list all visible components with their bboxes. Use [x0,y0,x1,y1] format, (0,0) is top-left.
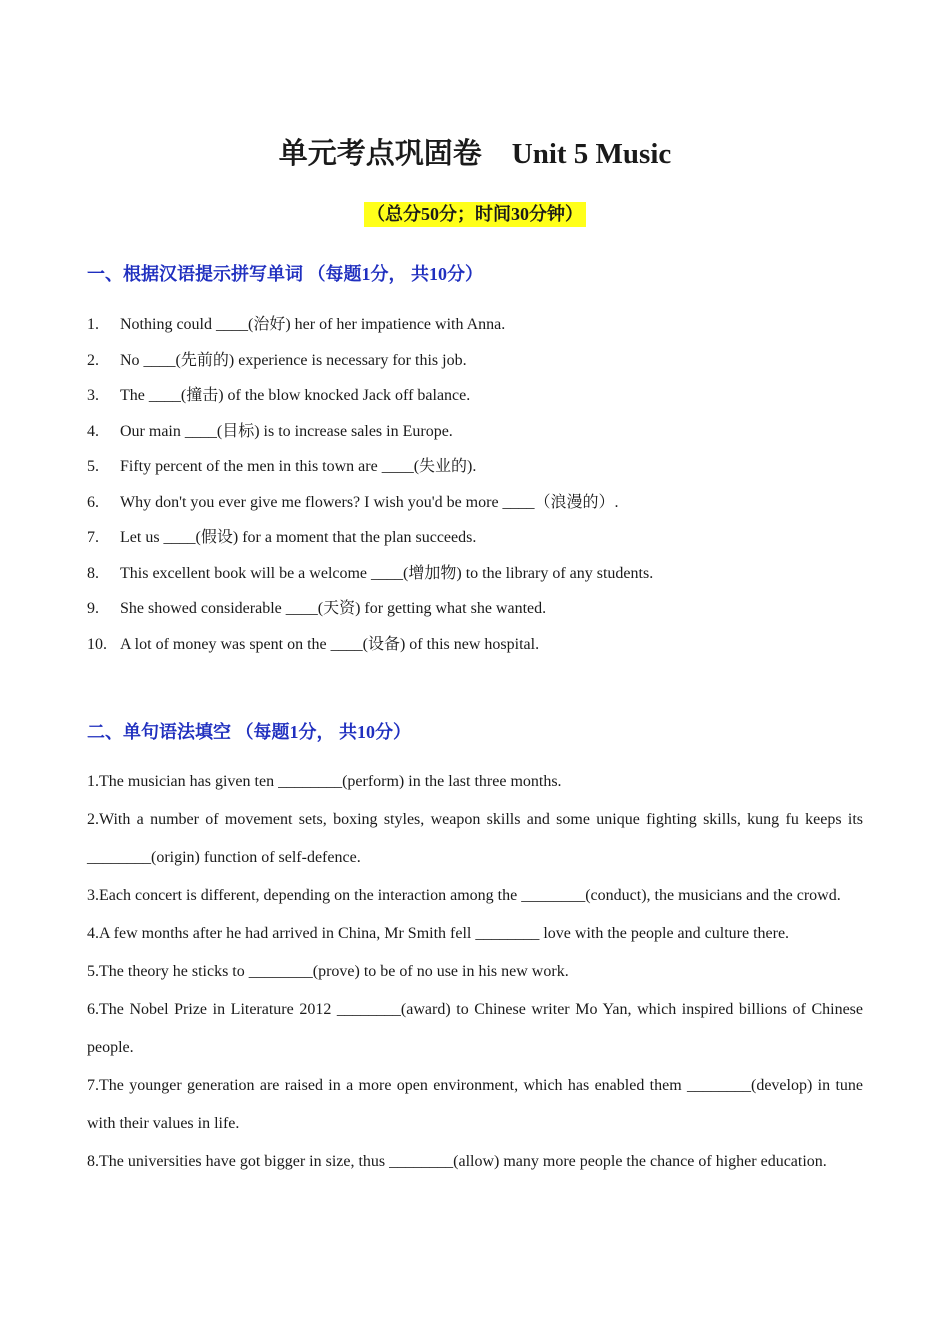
question-text: The ____(撞击) of the blow knocked Jack off balance. [120,387,471,404]
question-number: 4. [87,422,99,440]
section-2-heading: 二、单句语法填空 （每题1分， 共10分） [87,722,411,742]
grammar-item: 4.A few months after he had arrived in China, Mr Smith fell ________ love with the people and culture there. [87,925,790,942]
question-number: 6. [87,493,99,511]
grammar-item: 1.The musician has given ten ________(perform) in the last three months. [87,773,562,790]
question-item [87,493,863,513]
question-number: 9. [87,600,99,617]
question-number: 8. [87,564,99,582]
question-item [87,635,863,655]
grammar-item: 8.The universities have got bigger in size, thus ________(allow) many more people the chance of higher education. [87,1153,827,1170]
question-item [87,528,863,548]
question-text: Fifty percent of the men in this town are ____(失业的). [120,458,477,475]
question-text: Our main ____(目标) is to increase sales in Europe. [120,422,453,440]
question-text: Let us ____(假设) for a moment that the plan succeeds. [120,529,477,546]
section-1-heading: 一、根据汉语提示拼写单词 （每题1分， 共10分） [87,264,483,284]
title-chinese: 单元考点巩固卷 [278,138,482,170]
question-number: 2. [87,351,99,369]
question-item [87,599,863,619]
grammar-item: 3.Each concert is different, depending on the interaction among the ________(conduct), the musicians and the crowd. [87,887,841,904]
question-item [87,351,863,371]
page-title [87,134,863,174]
score-time-text: （总分50分；时间30分钟） [364,202,586,227]
question-text: Nothing could ____(治好) her of her impatience with Anna. [120,316,506,333]
question-text: This excellent book will be a welcome ____(增加物) to the library of any students. [120,564,654,582]
question-number: 7. [87,529,99,546]
grammar-item: 5.The theory he sticks to ________(prove) to be of no use in his new work. [87,963,569,980]
question-item [87,457,863,477]
title-english: Unit 5 Music [511,138,672,170]
question-text: She showed considerable ____(天资) for getting what she wanted. [120,600,547,617]
question-text: Why don't you ever give me flowers? I wish you'd be more ____（浪漫的）. [120,493,619,511]
question-number: 5. [87,458,99,475]
question-item [87,422,863,442]
grammar-item: 2.With a number of movement sets, boxing styles, weapon skills and some unique fighting skills, kung fu keeps its ________(origin) function of self-defence. [87,811,863,866]
question-item [87,386,863,406]
question-text: No ____(先前的) experience is necessary for this job. [120,351,467,369]
question-text: A lot of money was spent on the ____(设备) of this new hospital. [120,635,540,653]
question-number: 10. [87,635,107,653]
question-item [87,315,863,335]
question-number: 1. [87,316,99,333]
section-2-list [87,763,863,1181]
grammar-item: 7.The younger generation are raised in a more open environment, which has enabled them ________(develop) in tune with their values in life. [87,1077,863,1132]
grammar-item: 6.The Nobel Prize in Literature 2012 ________(award) to Chinese writer Mo Yan, which inspired billions of Chinese people. [87,1001,863,1056]
question-item [87,564,863,584]
question-number: 3. [87,387,99,404]
score-time-banner [87,202,863,227]
